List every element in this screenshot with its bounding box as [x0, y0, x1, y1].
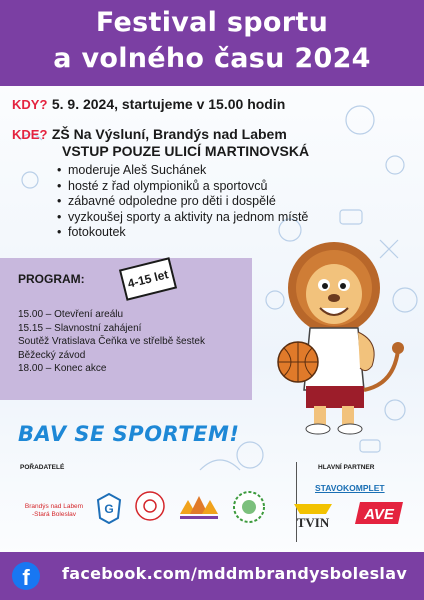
where-row — [12, 126, 287, 144]
highlights-list — [56, 163, 308, 241]
footer-banner — [0, 552, 424, 600]
entrance-note: VSTUP POUZE ULICÍ MARTINOVSKÁ — [62, 143, 310, 159]
green-school-logo — [232, 490, 266, 524]
when-value: 5. 9. 2024, startujeme v 15.00 hodin — [51, 96, 286, 112]
tvin-logo — [292, 500, 334, 530]
brandys-logo-text: Brandýs nad Labem -Stará Boleslav — [24, 503, 84, 518]
where-label: KDE? — [12, 127, 48, 142]
list-item: • hosté z řad olympioniků a sportovců — [68, 179, 308, 195]
age-badge: 4-15 let — [119, 257, 177, 301]
facebook-icon[interactable]: f — [12, 562, 40, 590]
facebook-link[interactable]: facebook.com/mddmbrandysboleslav — [62, 564, 408, 583]
club-circle-logo — [134, 490, 166, 522]
list-item: • zábavné odpoledne pro děti i dospělé — [68, 194, 308, 210]
ddm-children-house-logo — [176, 490, 222, 524]
stavokomplet-logo-text: STAVOKOMPLET — [315, 483, 385, 493]
list-item: • moderuje Aleš Suchánek — [68, 163, 308, 179]
when-row — [12, 96, 285, 114]
ave-logo — [354, 500, 404, 526]
program-item: 18.00 – Konec akce — [18, 363, 107, 375]
when-label: KDY? — [12, 97, 48, 112]
list-item: • fotokoutek — [68, 225, 308, 241]
program-item: 15.15 – Slavnostní zahájení — [18, 322, 142, 334]
svg-text:AVE: AVE — [364, 506, 394, 523]
program-item: Soutěž Vratislava Čeňka ve střelbě šestek — [18, 336, 205, 348]
title-line-2: a volného času 2024 — [53, 43, 371, 74]
svg-text:TVIN: TVIN — [296, 515, 330, 530]
partner-heading: HLAVNÍ PARTNER — [318, 464, 375, 471]
where-value: ZŠ Na Výsluní, Brandýs nad Labem — [51, 126, 287, 142]
program-item: Běžecký závod — [18, 349, 86, 361]
program-title: PROGRAM: — [18, 272, 85, 286]
svg-text:G: G — [104, 502, 114, 516]
organizers-heading: POŘADATELÉ — [20, 464, 65, 471]
title-line-1: Festival sportu — [95, 7, 329, 38]
program-list — [18, 308, 205, 376]
slogan: BAV SE SPORTEM! — [18, 422, 240, 446]
program-item: 15.00 – Otevření areálu — [18, 309, 124, 320]
town-crest-logo — [96, 492, 122, 524]
lion-mascot-illustration — [268, 240, 408, 435]
list-item: • vyzkoušej sporty a aktivity na jednom místě — [68, 210, 308, 226]
